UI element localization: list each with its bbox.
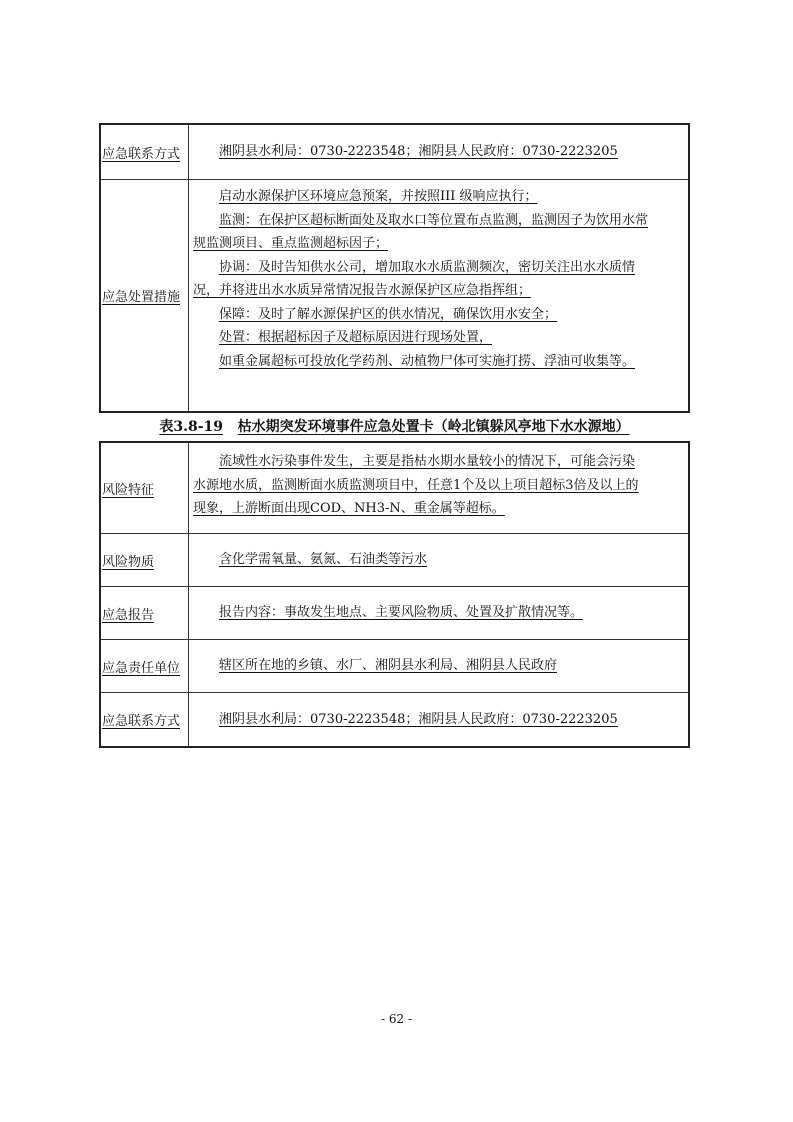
- page-number: - 62 -: [380, 1012, 412, 1026]
- row-label: 应急联系方式: [102, 714, 181, 729]
- table-row: [101, 125, 688, 180]
- row-label-cell: [101, 443, 189, 533]
- content-line: 湘阴县水利局：0730-2223548；湘阴县人民政府：0730-2223205: [219, 711, 618, 727]
- row-label-cell: [101, 693, 189, 746]
- row-label: 应急联系方式: [102, 146, 181, 162]
- emergency-card-table: [99, 441, 690, 748]
- content-line: 流域性水污染事件发生，主要是指枯水期水量较小的情况下，可能会污染: [219, 454, 636, 469]
- content-line: 规监测项目、重点监测超标因子；: [193, 236, 389, 251]
- row-label-cell: [101, 587, 189, 639]
- row-label: 应急处置措施: [102, 290, 181, 305]
- content-line: 监测：在保护区超标断面处及取水口等位置布点监测，监测因子为饮用水常: [219, 212, 649, 228]
- contact-measures-table: [99, 123, 690, 413]
- row-label: 风险物质: [102, 554, 155, 570]
- table-row: [101, 587, 688, 640]
- table-row: [101, 640, 688, 693]
- row-content-cell: [189, 534, 688, 586]
- content-line: 启动水源保护区环境应急预案，并按照III 级响应执行；: [219, 189, 538, 204]
- row-label-cell: [101, 640, 189, 692]
- content-line: 协调：及时告知供水公司，增加取水水质监测频次，密切关注出水水质情: [219, 259, 636, 275]
- content-line: 辖区所在地的乡镇、水厂、湘阴县水利局、湘阴县人民政府: [219, 658, 558, 674]
- row-label: 应急报告: [102, 607, 155, 623]
- caption-title: 枯水期突发环境事件应急处置卡（岭北镇躲风亭地下水水源地）: [237, 419, 630, 435]
- row-content-cell: [189, 693, 688, 746]
- row-label-cell: [101, 180, 189, 411]
- content-line: 报告内容：事故发生地点、主要风险物质、处置及扩散情况等。: [219, 605, 584, 621]
- row-label-cell: [101, 534, 189, 586]
- table-row: [101, 180, 688, 411]
- content-line: 湘阴县水利局：0730-2223548；湘阴县人民政府：0730-2223205: [219, 144, 618, 160]
- row-content-cell: [189, 443, 688, 533]
- content-line: 处置：根据超标因子及超标原因进行现场处置，: [219, 330, 493, 345]
- row-label: 风险特征: [102, 482, 155, 498]
- content-line: 如重金属超标可投放化学药剂、动植物尸体可实施打捞、浮油可收集等。: [219, 353, 636, 369]
- caption-number: 表3.8-19: [159, 419, 224, 435]
- row-content-cell: [189, 125, 688, 179]
- table-row: [101, 443, 688, 534]
- content-line: 含化学需氧量、氨氮、石油类等污水: [219, 552, 428, 568]
- table-caption: [99, 416, 690, 436]
- content-line: 水源地水质，监测断面水质监测项目中，任意1个及以上项目超标3倍及以上的: [193, 477, 639, 493]
- content-line: 保障：及时了解水源保护区的供水情况，确保饮用水安全；: [219, 306, 558, 322]
- row-content-cell: [189, 640, 688, 692]
- table-row: [101, 534, 688, 587]
- row-content-cell: [189, 180, 688, 411]
- row-content-cell: [189, 587, 688, 639]
- row-label-cell: [101, 125, 189, 179]
- row-label: 应急责任单位: [102, 660, 181, 676]
- content-line: 况，并将进出水水质异常情况报告水源保护区应急指挥组；: [193, 283, 532, 298]
- table-row: [101, 693, 688, 746]
- content-line: 现象，上游断面出现COD、NH3-N、重金属等超标。: [193, 501, 505, 516]
